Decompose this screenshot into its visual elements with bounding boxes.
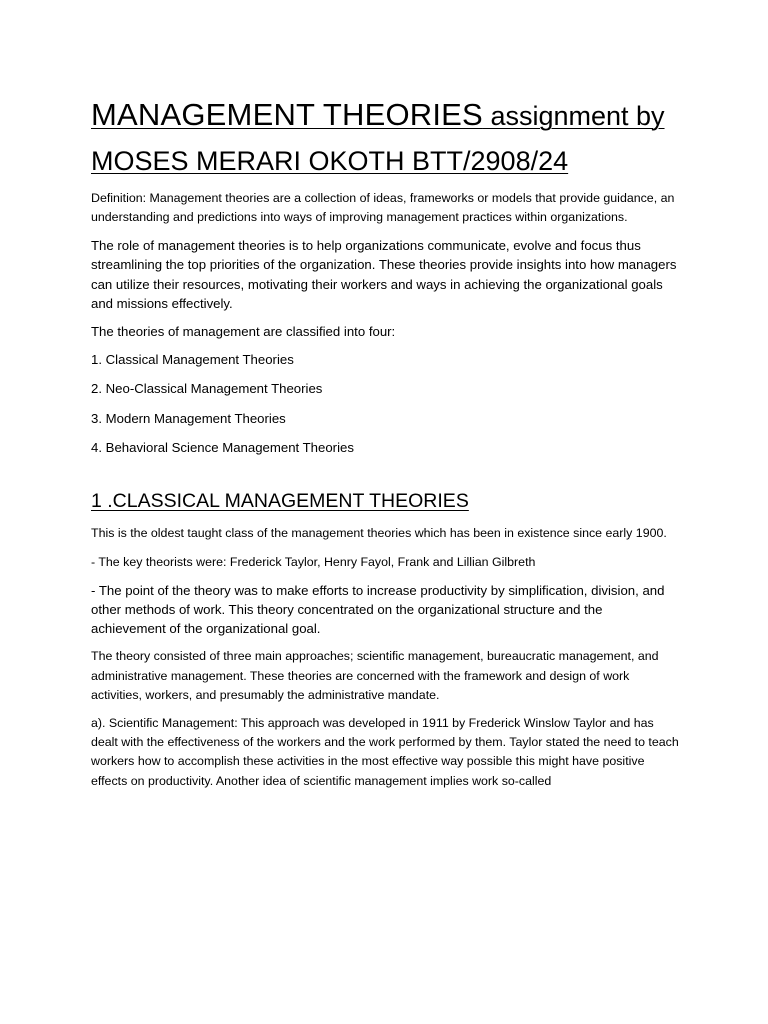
section-paragraph: - The point of the theory was to make efforts to increase productivity by simplification, division, and other methods of work. This theory concentrated on the organizational structure and the achievement of the organizational goal. xyxy=(91,582,665,637)
title-main: MANAGEMENT THEORIES xyxy=(91,97,483,132)
title-rest: assignment by xyxy=(482,101,665,131)
section-paragraph: a). Scientific Management: This approach was developed in 1911 by Frederick Winslow Taylor and has dealt with the effectiveness of the workers and the work performed by them. Taylor stated the need to teach workers how to accomplish these activities in the most effective way possible this might have positive effects on productivity. Another idea of scientific management implies work so-called xyxy=(91,716,679,788)
list-item: 3. Modern Management Theories xyxy=(91,410,286,426)
document-title xyxy=(91,94,679,135)
definition-paragraph: Definition: Management theories are a collection of ideas, frameworks or models that provide guidance, an understanding and predictions into ways of improving management practices within organizations. xyxy=(91,190,675,225)
list-item: 1. Classical Management Theories xyxy=(91,352,294,368)
section-paragraph: - The key theorists were: Frederick Taylor, Henry Fayol, Frank and Lillian Gilbreth xyxy=(91,554,536,569)
section-paragraph: The theory consisted of three main approaches; scientific management, bureaucratic management, and administrative management. These theories are concerned with the framework and design of work activities, workers, and presumably the administrative mandate. xyxy=(91,649,659,702)
role-paragraph: The role of management theories is to help organizations communicate, evolve and focus thus streamlining the top priorities of the organization. These theories provide insights into how managers can utilize their resources, motivating their workers and ways in achieving the organizational goals and missions effectively. xyxy=(91,238,677,311)
author-line: MOSES MERARI OKOTH BTT/2908/24 xyxy=(91,145,569,176)
list-item: 4. Behavioral Science Management Theories xyxy=(91,439,354,455)
document-page xyxy=(91,94,679,800)
classification-intro: The theories of management are classified into four: xyxy=(91,324,396,340)
section-paragraph: This is the oldest taught class of the management theories which has been in existence since early 1900. xyxy=(91,526,667,541)
section-heading: 1 .CLASSICAL MANAGEMENT THEORIES xyxy=(91,490,469,513)
list-item: 2. Neo-Classical Management Theories xyxy=(91,381,323,397)
